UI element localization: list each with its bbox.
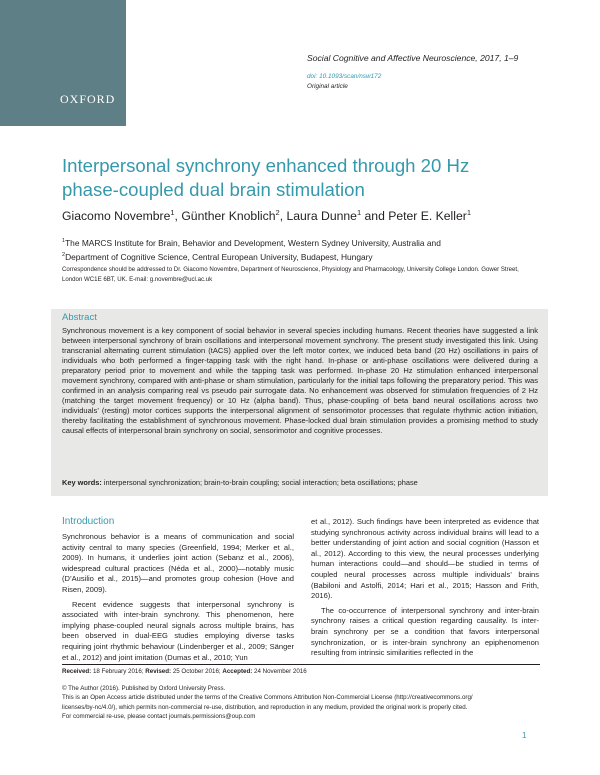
keywords-line bbox=[62, 478, 538, 487]
body-paragraph: et al., 2012). Such findings have been interpreted as evidence that studying synchronous activity across individual brains will lead to a better understanding of joint action and social cognition (Hasson et al., 2012). According to this view, the neural processes underlying human interactions could—and should—be studied in terms of coupled neural processes across multiple individuals’ brains (Babiloni and Astolfi, 2014; Hari et al., 2015; Hasson and Frith, 2016). bbox=[311, 517, 539, 601]
affiliation-number: 2 bbox=[62, 252, 66, 259]
body-paragraph: The co-occurrence of interpersonal synchrony and inter-brain synchrony raises a critical question regarding causality. Is inter-brain synchrony per se a condition that favors interpersonal synchronization, or is inter-brain synchrony an epiphenomenon resulting from intrinsic similarities reflected in the bbox=[311, 605, 539, 658]
license-line: For commercial re-use, please contact journals.permissions@oup.com bbox=[62, 713, 256, 721]
revised-date: 25 October 2016; bbox=[172, 668, 221, 675]
received-label: Received: bbox=[62, 668, 92, 675]
author-list bbox=[62, 208, 471, 223]
keywords-label: Key words: bbox=[62, 478, 102, 487]
author-separator: , bbox=[174, 209, 182, 224]
author-separator: and bbox=[361, 209, 389, 224]
page-number: 1 bbox=[522, 731, 527, 740]
article-dates bbox=[62, 668, 307, 675]
license-line: licenses/by-nc/4.0/), which permits non-commercial re-use, distribution, and reproduction in any medium, provided the original work is properly cited. bbox=[62, 703, 468, 711]
affiliation-item bbox=[62, 235, 441, 249]
introduction-heading: Introduction bbox=[62, 516, 115, 527]
article-title bbox=[62, 154, 542, 202]
body-paragraph: Synchronous behavior is a means of communication and social activity central to many species (Greenfield, 1994; Merker et al., 2009). In humans, it underlies joint action (Sebanz et al., 2006), widespread cultural practices (Néda et al., 2000)—notably music (D’Ausilio et al., 2015)—and promotes group cohesion (Hove and Risen, 2009). bbox=[62, 532, 294, 594]
copyright-line: © The Author (2016). Published by Oxford University Press. bbox=[62, 685, 226, 692]
article-type: Original article bbox=[307, 83, 348, 90]
abstract-text: Synchronous movement is a key component of social behavior in several species including humans. Recent theories have suggested a link between interpersonal synchrony of brain oscillations and interpersonal movement synchrony. The present study investigated this link. Using transcranial alternating current stimulation (tACS) applied over the left motor cortex, we induced beta band (20 Hz) oscillations in pairs of individuals who both performed a finger-tapping task with the right hand. In-phase or anti-phase oscillations were delivered during a preparatory period prior to movement and while the tapping task was performed. In-phase 20 Hz stimulation enhanced interpersonal movement synchrony, compared with anti-phase or sham stimulation, particularly for the initial taps following the preparatory period. This was confirmed in an analysis comparing real vs pseudo pair surrogate data. No enhancement was observed for stimulation frequencies of 2 Hz (matching the target movement frequency) or 10 Hz (alpha band). Thus, phase-coupling of beta band neural oscillations across two individuals’ (resting) motor cortices supports the interpersonal alignment of sensorimotor processes that regulate rhythmic action initiation, thereby facilitating the establishment of synchronous movement. Phase-locked dual brain stimulation provides a promising method to study causal effects of interpersonal brain synchrony on social, sensorimotor and cognitive processes. bbox=[62, 326, 538, 436]
publisher-logo bbox=[0, 0, 126, 126]
body-column-left bbox=[62, 532, 294, 663]
body-paragraph: Recent evidence suggests that interpersonal synchrony is associated with inter-brain synchrony. This phenomenon, here implying phase-coupled neural signals across multiple brains, has been observed in dual-EEG studies employing diverse tasks requiring joint rhythmic behaviour (Lindenberger et al., 2009; Sänger et al., 2012) and joint imitation (Dumas et al., 2010; Yun bbox=[62, 599, 294, 662]
license-line: This is an Open Access article distributed under the terms of the Creative Commons Attribution Non-Commercial License (http://creativecommons.org/ bbox=[62, 694, 473, 702]
revised-label: Revised: bbox=[145, 668, 172, 675]
article-title-line-2: phase-coupled dual brain stimulation bbox=[62, 179, 365, 200]
author-name: Peter E. Keller bbox=[388, 209, 467, 224]
affiliations bbox=[62, 235, 441, 264]
journal-line: Social Cognitive and Affective Neuroscience, 2017, 1–9 bbox=[307, 53, 519, 63]
author-affiliation-mark: 1 bbox=[356, 208, 362, 217]
accepted-date: 24 November 2016 bbox=[254, 668, 307, 675]
license-block bbox=[62, 684, 540, 722]
body-column-right bbox=[311, 517, 539, 659]
affiliation-number: 1 bbox=[62, 238, 66, 244]
received-date: 18 February 2016; bbox=[92, 668, 144, 675]
keywords-text: interpersonal synchronization; brain-to-brain coupling; social interaction; beta oscillations; phase bbox=[103, 478, 418, 487]
article-title-line-1: Interpersonal synchrony enhanced through 20 Hz bbox=[62, 155, 470, 176]
abstract-heading: Abstract bbox=[62, 312, 97, 323]
footer-divider bbox=[62, 664, 540, 665]
publisher-logo-text: OXFORD bbox=[60, 92, 116, 106]
author-name: Günther Knoblich bbox=[181, 209, 276, 224]
affiliation-item bbox=[62, 249, 441, 263]
affiliation-text: The MARCS Institute for Brain, Behavior and Development, Western Sydney University, Australia and bbox=[65, 237, 441, 248]
author-name: Laura Dunne bbox=[286, 209, 357, 224]
author-affiliation-mark: 1 bbox=[170, 208, 175, 217]
author-separator: , bbox=[279, 209, 287, 224]
correspondence-note: Correspondence should be addressed to Dr. Giacomo Novembre, Department of Neuroscience, Physiology and Pharmacology, University College London. Gower Street, London WC1E 6BT, UK. E-mail: g.novembre@ucl.ac.uk bbox=[62, 266, 519, 283]
author-name: Giacomo Novembre bbox=[62, 209, 171, 224]
affiliation-text: Department of Cognitive Science, Central European University, Budapest, Hungary bbox=[65, 252, 373, 263]
author-affiliation-mark: 2 bbox=[275, 208, 280, 217]
doi-link[interactable]: doi: 10.1093/scan/nsw172 bbox=[307, 73, 382, 80]
accepted-label: Accepted: bbox=[222, 668, 253, 675]
author-affiliation-mark: 1 bbox=[466, 208, 471, 217]
